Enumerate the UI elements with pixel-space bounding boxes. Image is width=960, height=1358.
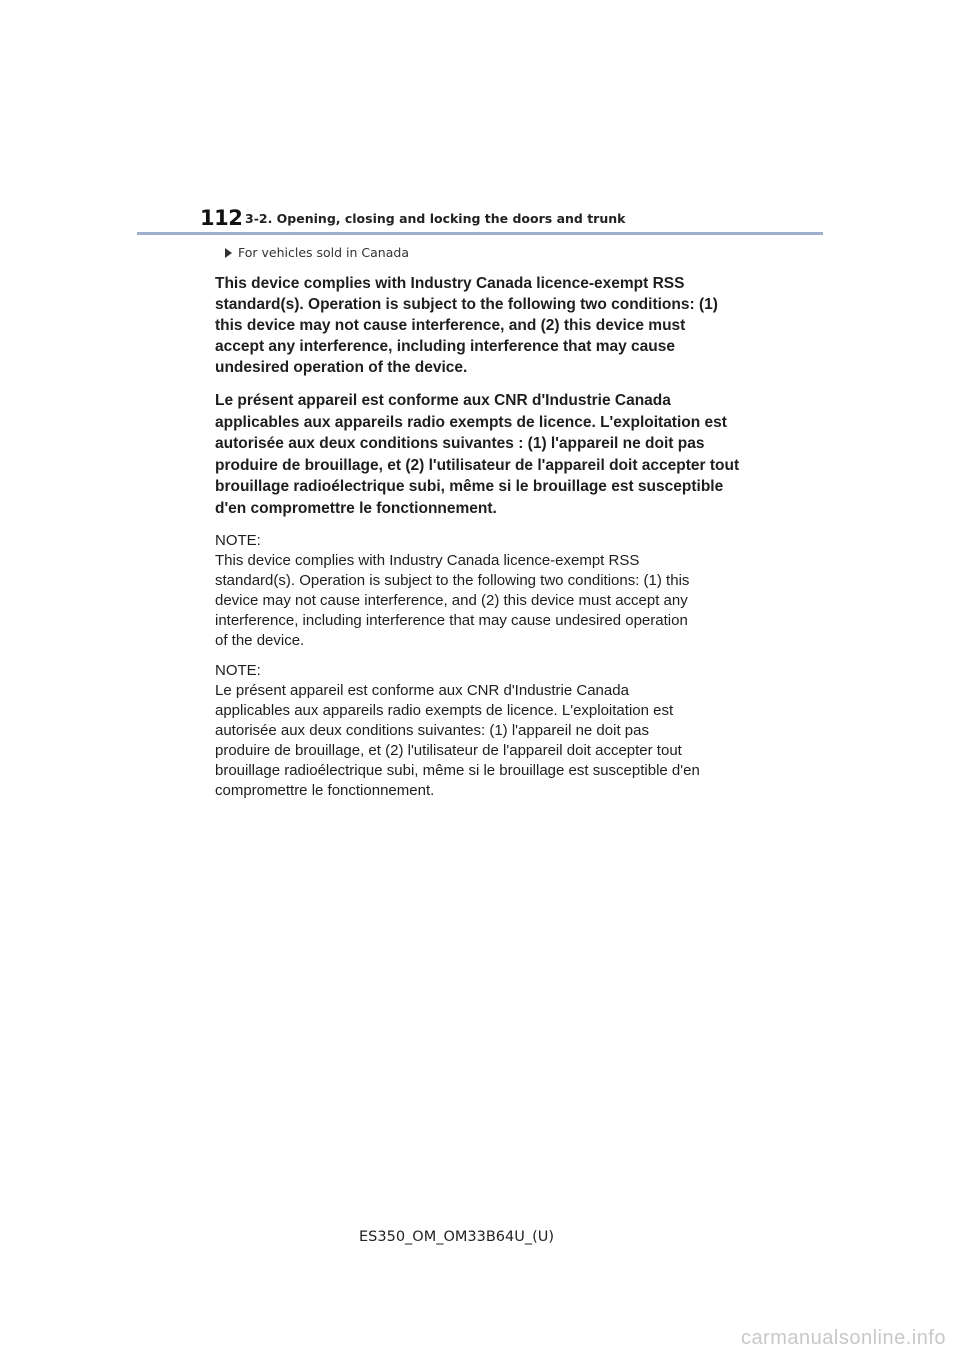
note-french: [215, 661, 700, 801]
text-line: applicables aux appareils radio exempts de licence. L'exploitation est: [215, 413, 727, 431]
page-number: 112: [200, 206, 243, 230]
text-line: of the device.: [215, 632, 305, 649]
text-line: applicables aux appareils radio exempts de licence. L'exploitation est: [215, 702, 674, 719]
note-label: NOTE:: [215, 662, 261, 679]
text-line: device may not cause interference, and (2) this device must accept any: [215, 592, 688, 609]
text-line: This device complies with Industry Canada licence-exempt RSS: [215, 552, 640, 569]
text-line: compromettre le fonctionnement.: [215, 782, 435, 799]
note-english: [215, 531, 689, 651]
compliance-statement-french: [215, 390, 739, 519]
text-line: brouillage radioélectrique subi, même si le brouillage est susceptible: [215, 478, 724, 495]
text-line: d'en compromettre le fonctionnement.: [215, 499, 497, 517]
text-line: brouillage radioélectrique subi, même si le brouillage est susceptible d'en: [215, 762, 700, 779]
text-line: autorisée aux deux conditions suivantes : (1) l'appareil ne doit pas: [215, 435, 705, 452]
text-line: Le présent appareil est conforme aux CNR d'Industrie Canada: [215, 392, 671, 409]
text-line: accept any interference, including interference that may cause: [215, 338, 675, 355]
footer-document-code: ES350_OM_OM33B64U_(U): [359, 1229, 555, 1245]
watermark: carmanualsonline.info: [740, 1327, 946, 1349]
header-rule: [137, 232, 823, 235]
triangle-right-icon: [225, 248, 232, 258]
text-line: This device complies with Industry Canada licence-exempt RSS: [215, 275, 685, 292]
text-line: undesired operation of the device.: [215, 359, 468, 376]
text-line: standard(s). Operation is subject to the following two conditions: (1) this: [215, 572, 690, 589]
compliance-statement-english: [215, 273, 718, 378]
section-title: 3-2. Opening, closing and locking the doors and trunk: [245, 211, 626, 226]
text-line: autorisée aux deux conditions suivantes: (1) l'appareil ne doit pas: [215, 722, 649, 739]
note-label: NOTE:: [215, 532, 261, 549]
text-line: interference, including interference that may cause undesired operation: [215, 612, 688, 629]
text-line: produire de brouillage, et (2) l'utilisateur de l'appareil doit accepter tout: [215, 456, 740, 474]
text-line: this device may not cause interference, and (2) this device must: [215, 317, 686, 334]
sub-heading: [225, 245, 409, 260]
text-line: standard(s). Operation is subject to the following two conditions: (1): [215, 296, 718, 313]
text-line: produire de brouillage, et (2) l'utilisateur de l'appareil doit accepter tout: [215, 742, 682, 759]
text-line: Le présent appareil est conforme aux CNR d'Industrie Canada: [215, 682, 629, 699]
sub-heading-text: For vehicles sold in Canada: [238, 245, 409, 260]
